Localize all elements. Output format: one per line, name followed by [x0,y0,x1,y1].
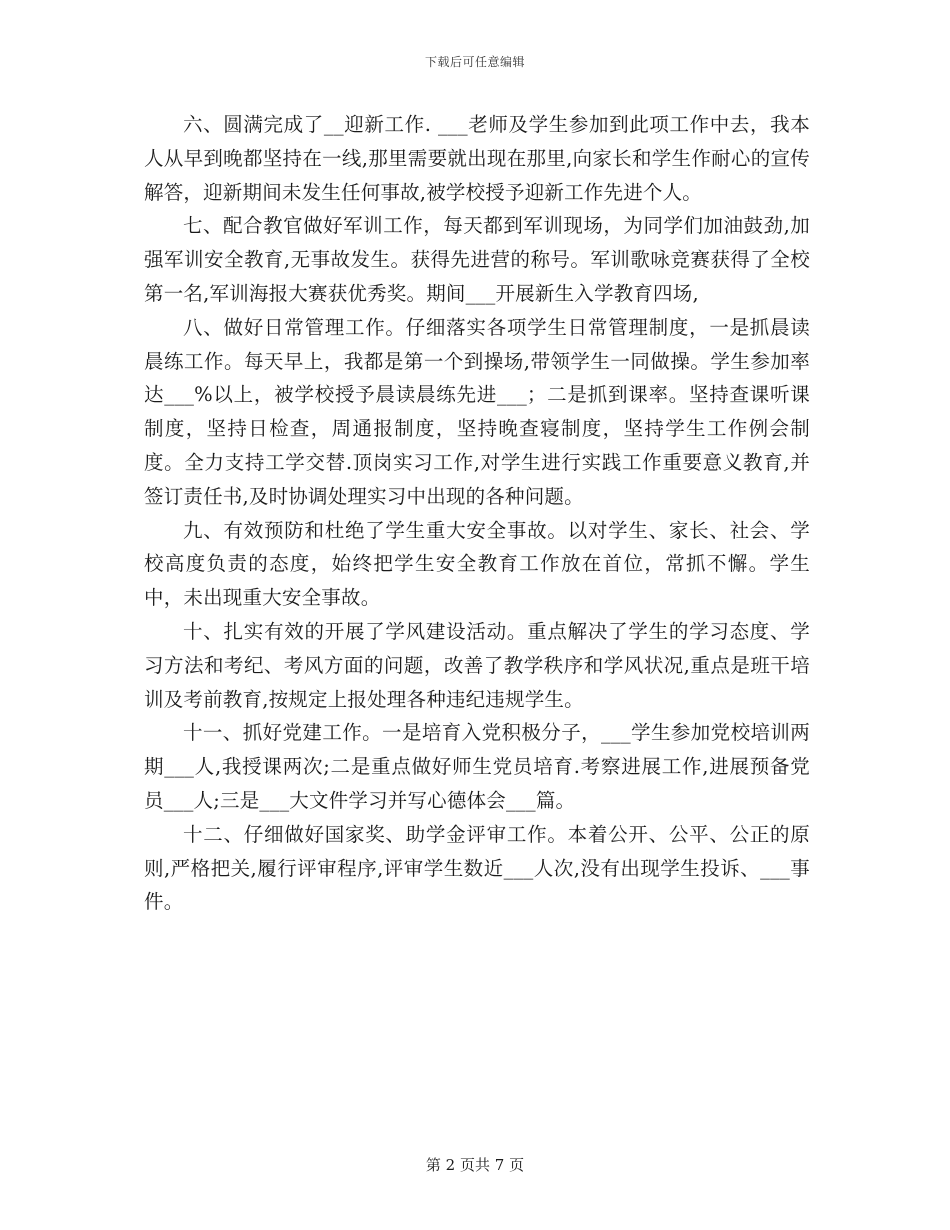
page-number: 第 2 页共 7 页 [425,1156,525,1174]
paragraph-6: 六、圆满完成了__迎新工作. ___老师及学生参加到此项工作中去，我本人从早到晚都坚持在一线,那里需要就出现在那里,向家长和学生作耐心的宣传解答，迎新期间未发生任何事故,被学校授予迎新工作先进个人。 [144,113,810,204]
paragraph-8: 八、做好日常管理工作。仔细落实各项学生日常管理制度，一是抓晨读晨练工作。每天早上，我都是第一个到操场,带领学生一同做操。学生参加率达___%以上，被学校授予晨读晨练先进___；二是抓到课率。坚持查课听课制度，坚持日检查，周通报制度，坚持晚查寝制度，坚持学生工作例会制度。全力支持工学交替.顶岗实习工作,对学生进行实践工作重要意义教育,并签订责任书,及时协调处理实习中出现的各种问题。 [144,315,810,508]
paragraph-10: 十、扎实有效的开展了学风建设活动。重点解决了学生的学习态度、学习方法和考纪、考风方面的问题，改善了教学秩序和学风状况,重点是班干培训及考前教育,按规定上报处理各种违纪违规学生。 [144,619,810,711]
paragraph-7: 七、配合教官做好军训工作，每天都到军训现场，为同学们加油鼓劲,加强军训安全教育,无事故发生。获得先进营的称号。军训歌咏竞赛获得了全校第一名,军训海报大赛获优秀奖。期间___开展新生入学教育四场, [144,214,810,305]
paragraph-12: 十二、仔细做好国家奖、助学金评审工作。本着公开、公平、公正的原则,严格把关,履行评审程序,评审学生数近___人次,没有出现学生投诉、___事件。 [144,822,810,914]
page-header-note: 下载后可任意编辑 [424,55,525,69]
paragraph-11: 十一、抓好党建工作。一是培育入党积极分子，___学生参加党校培训两期___人,我授课两次;二是重点做好师生党员培育.考察进展工作,进展预备党员___人;三是___大文件学习并写心德体会___篇。 [144,721,810,812]
paragraph-9: 九、有效预防和杜绝了学生重大安全事故。以对学生、家长、社会、学校高度负责的态度，始终把学生安全教育工作放在首位，常抓不懈。学生中，未出现重大安全事故。 [144,518,810,610]
document-body [144,108,810,919]
